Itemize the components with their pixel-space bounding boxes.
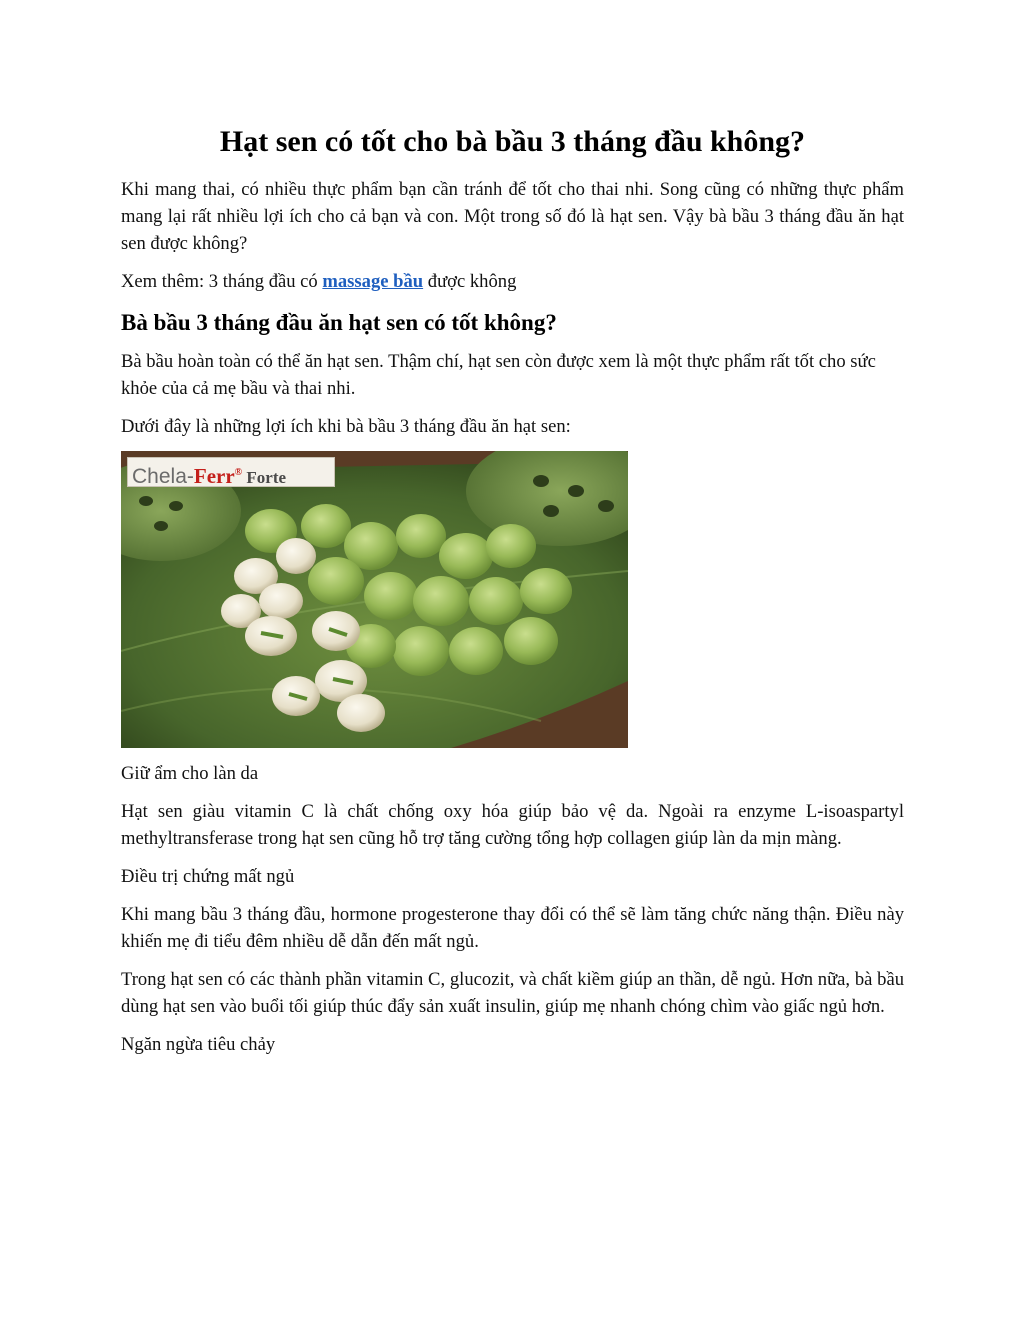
benefit-1-text: Hạt sen giàu vitamin C là chất chống oxy hóa giúp bảo vệ da. Ngoài ra enzyme L-isoaspartyl methyltransferase trong hạt sen cũng hỗ trợ tăng cường tổng hợp collagen giúp làn da mịn màng.: [121, 801, 904, 849]
intro-paragraph: Khi mang thai, có nhiều thực phẩm bạn cần tránh để tốt cho thai nhi. Song cũng có những thực phẩm mang lại rất nhiều lợi ích cho cả bạn và con. Một trong số đó là hạt sen. Vậy bà bầu 3 tháng đầu ăn hạt sen được không?: [121, 179, 904, 254]
massage-bau-link[interactable]: massage bầu: [322, 271, 424, 292]
see-also-suffix: được không: [423, 271, 517, 292]
benefit-2-text-1: Khi mang bầu 3 tháng đầu, hormone progesterone thay đổi có thể sẽ làm tăng chức năng thận. Điều này khiến mẹ đi tiểu đêm nhiều dễ dẫn đến mất ngủ.: [121, 904, 904, 952]
benefit-2-title: Điều trị chứng mất ngủ: [121, 866, 295, 887]
chela-ferr-forte-logo: Chela-Ferr® Forte: [127, 457, 335, 487]
section-paragraph-1: Bà bầu hoàn toàn có thể ăn hạt sen. Thậm chí, hạt sen còn được xem là một thực phẩm rất tốt cho sức khỏe của cả mẹ bầu và thai nhi.: [121, 351, 876, 399]
page-title: Hạt sen có tốt cho bà bầu 3 tháng đầu không?: [219, 125, 806, 158]
see-also-prefix: Xem thêm: 3 tháng đầu có: [121, 271, 323, 292]
benefit-1-title: Giữ ẩm cho làn da: [121, 763, 259, 784]
lotus-seeds-image: [121, 451, 628, 748]
see-also-line: [121, 268, 904, 295]
lotus-seeds-illustration: [121, 451, 628, 748]
section-heading: Bà bầu 3 tháng đầu ăn hạt sen có tốt không?: [121, 310, 557, 335]
article-content: [121, 118, 904, 1069]
benefit-2-text-2: Trong hạt sen có các thành phần vitamin C, glucozit, và chất kiềm giúp an thần, dễ ngủ. Hơn nữa, bà bầu dùng hạt sen vào buổi tối giúp thúc đẩy sản xuất insulin, giúp mẹ nhanh chóng chìm vào giấc ngủ hơn.: [121, 969, 904, 1017]
benefit-3-title: Ngăn ngừa tiêu chảy: [121, 1034, 276, 1055]
section-paragraph-2: Dưới đây là những lợi ích khi bà bầu 3 tháng đầu ăn hạt sen:: [121, 416, 571, 437]
